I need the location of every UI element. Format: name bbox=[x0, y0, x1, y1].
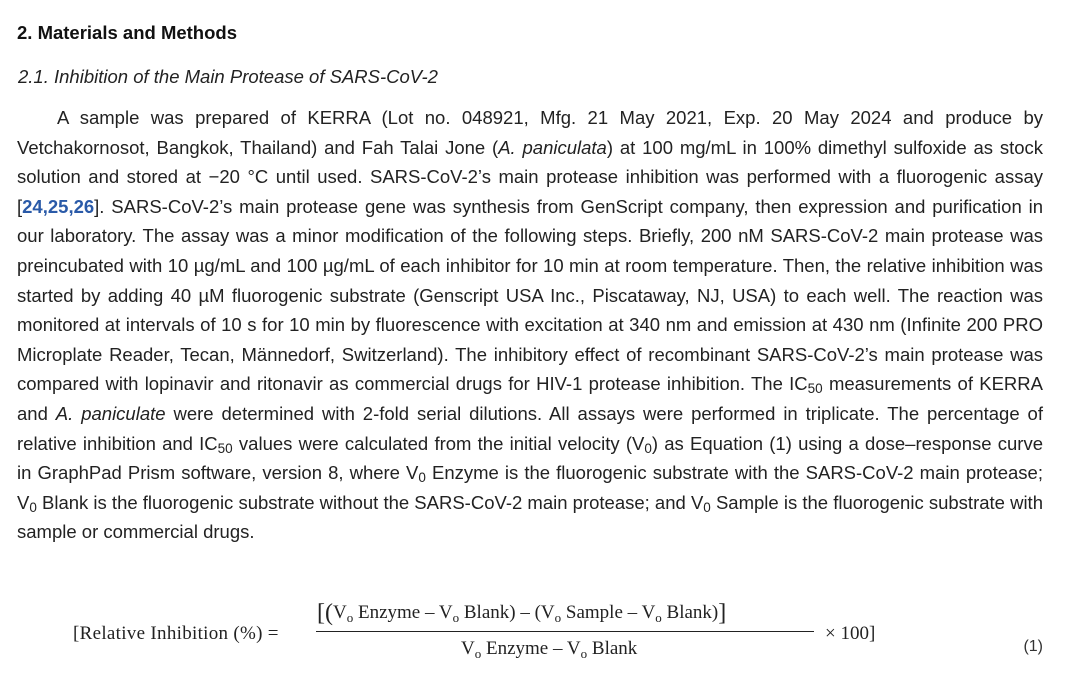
text-run: Enzyme is the fluorogenic substrate with the SARS-CoV-2 main protease; V bbox=[17, 462, 1043, 513]
citation-link-25[interactable]: 25 bbox=[47, 195, 69, 217]
citation-link-24[interactable]: 24 bbox=[22, 195, 43, 217]
bracket: ] bbox=[718, 600, 727, 626]
subscript: o bbox=[474, 646, 482, 661]
species-name: A. paniculata bbox=[498, 136, 607, 158]
equation-rhs: × 100] bbox=[825, 623, 876, 644]
subscript: o bbox=[452, 610, 460, 625]
section-heading: 2. Materials and Methods bbox=[17, 22, 237, 43]
fraction-bar bbox=[316, 631, 814, 632]
text-run: were determined with 2-fold serial dilutions. All assays were performed in triplicate. The percentage of relative inhibition and IC bbox=[17, 402, 1043, 454]
subscript: o bbox=[580, 646, 588, 661]
term: Blank) bbox=[661, 602, 719, 623]
variable: V bbox=[641, 602, 656, 623]
subscript: 0 bbox=[29, 499, 37, 515]
subscript: 0 bbox=[418, 470, 426, 486]
subscript: 0 bbox=[644, 440, 652, 456]
subscript: o bbox=[346, 610, 354, 625]
variable: V bbox=[540, 602, 555, 623]
subsection-heading: 2.1. Inhibition of the Main Protease of SARS-CoV-2 bbox=[18, 66, 438, 87]
text-run: Sample is the fluorogenic substrate with sample or commercial drugs. bbox=[17, 491, 1043, 543]
equation-lhs: [Relative Inhibition (%) = bbox=[73, 623, 279, 644]
subscript: 50 bbox=[807, 381, 823, 397]
text-run: measurements of KERRA and bbox=[17, 373, 1043, 424]
subscript: o bbox=[554, 610, 562, 625]
bracket: [( bbox=[317, 600, 333, 626]
term: Enzyme – bbox=[481, 638, 567, 659]
term: Enzyme – bbox=[353, 602, 439, 623]
text-run: ]. SARS-CoV-2’s main protease gene was synthesis from GenScript company, then expression and purification in our laboratory. The assay was a minor modification of the following steps. Briefly, 200 nM SARS-CoV-2 main protease was preincubated with 10 µg/mL and 100 µg/mL of each inhibitor for 10 min at room temperature. Then, the relative inhibition was started by adding 40 µM fluorogenic substrate (Genscript USA Inc., Piscataway, NJ, USA) to each well. The reaction was monitored at intervals of 10 s for 10 min by fluorescence with excitation at 340 nm and emission at 430 nm (Infinite 200 PRO Microplate Reader, Tecan, Männedorf, Switzerland). The inhibitory effect of recombinant SARS-CoV-2’s main protease was compared with lopinavir and ritonavir as commercial drugs for HIV-1 protease inhibition. The IC bbox=[17, 195, 1043, 395]
variable: V bbox=[461, 638, 475, 659]
term: Blank) bbox=[459, 602, 516, 623]
methods-paragraph bbox=[17, 103, 1043, 547]
variable: V bbox=[332, 602, 347, 623]
text-run: ) as Equation (1) using a dose–response curve in GraphPad Prism software, version 8, where V bbox=[17, 432, 1043, 484]
variable: V bbox=[438, 602, 453, 623]
species-name: A. paniculate bbox=[55, 402, 166, 424]
text-run: Blank is the fluorogenic substrate without the SARS-CoV-2 main protease; and V bbox=[36, 491, 704, 513]
text-run: A sample was prepared of KERRA (Lot no. 048921, Mfg. 21 May 2021, Exp. 20 May 2024 and produce by Vetchakornosot, Bangkok, Thailand) and Fah Talai Jone ( bbox=[17, 107, 1043, 158]
text-run: values were calculated from the initial velocity (V bbox=[232, 432, 645, 454]
operator: – ( bbox=[515, 602, 541, 623]
citation-separator: , bbox=[68, 195, 74, 217]
variable: V bbox=[566, 638, 581, 659]
equation-1 bbox=[17, 596, 1043, 676]
citation-separator: , bbox=[42, 195, 48, 217]
term: Sample – bbox=[561, 602, 642, 623]
citation-link-26[interactable]: 26 bbox=[73, 195, 95, 217]
equation-number: (1) bbox=[1023, 638, 1043, 655]
subscript: 50 bbox=[217, 440, 233, 456]
subscript: 0 bbox=[703, 499, 711, 515]
text-run: ) at 100 mg/mL in 100% dimethyl sulfoxide as stock solution and stored at −20 °C until used. SARS-CoV-2’s main protease inhibition was performed with a fluorogenic assay [ bbox=[17, 136, 1044, 217]
fraction-numerator bbox=[317, 600, 726, 627]
term: Blank bbox=[587, 638, 638, 659]
fraction-denominator bbox=[461, 638, 637, 660]
subscript: o bbox=[655, 610, 662, 625]
